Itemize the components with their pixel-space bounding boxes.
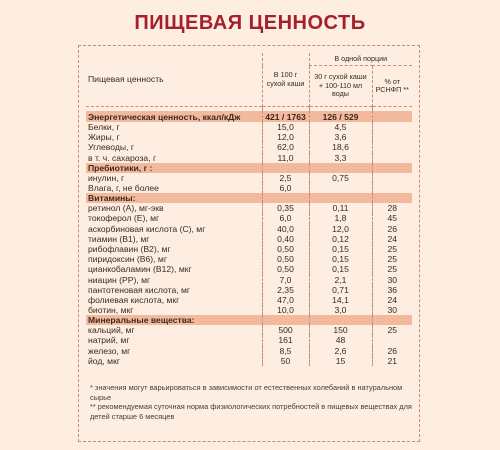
section-cell bbox=[372, 315, 412, 325]
value-portion: 1,8 bbox=[309, 213, 372, 223]
section-cell bbox=[262, 315, 309, 325]
table-row bbox=[86, 132, 412, 142]
table-row bbox=[86, 224, 412, 234]
value-portion bbox=[309, 183, 372, 193]
value-per100: 500 bbox=[262, 325, 309, 335]
prebiotics-section bbox=[86, 163, 412, 173]
value-portion: 150 bbox=[309, 325, 372, 335]
nutrient-name: ниацин (РР), мг bbox=[88, 274, 151, 285]
table-row bbox=[86, 183, 412, 193]
nutrient-name: инулин, г bbox=[88, 172, 125, 183]
table-row bbox=[86, 254, 412, 264]
value-rsnfp bbox=[372, 335, 412, 345]
value-portion: 48 bbox=[309, 335, 372, 345]
section-cell bbox=[372, 193, 412, 203]
energy-row bbox=[86, 111, 412, 122]
value-per100: 50 bbox=[262, 356, 309, 366]
value-portion: 2,1 bbox=[309, 274, 372, 284]
value-portion: 2,6 bbox=[309, 346, 372, 356]
nutrient-name: в т. ч. сахароза, г bbox=[88, 152, 157, 163]
nutrient-name: йод, мкг bbox=[88, 355, 120, 366]
section-heading: Минеральные вещества: bbox=[86, 315, 262, 325]
table-row bbox=[86, 213, 412, 223]
header-rsnfp: % от РСНФП ** bbox=[372, 66, 412, 107]
table-row bbox=[86, 203, 412, 213]
value-rsnfp: 25 bbox=[372, 264, 412, 274]
value-rsnfp: 30 bbox=[372, 305, 412, 315]
value-per100: 0,50 bbox=[262, 264, 309, 274]
nutrient-name: Углеводы, г bbox=[88, 142, 134, 153]
footnote-2: ** рекомендуемая суточная норма физиологических потребностей в пищевых веществах для детей старше 6 месяцев bbox=[90, 402, 412, 421]
value-rsnfp: 25 bbox=[372, 254, 412, 264]
value-portion: 3,6 bbox=[309, 132, 372, 142]
header-portion-group: В одной порции bbox=[309, 53, 412, 66]
section-cell bbox=[309, 163, 372, 173]
page-title: ПИЩЕВАЯ ЦЕННОСТЬ bbox=[134, 12, 366, 34]
value-portion: 15 bbox=[309, 356, 372, 366]
nutrient-name: Жиры, г bbox=[88, 132, 120, 143]
value-per100: 0,50 bbox=[262, 254, 309, 264]
nutrition-table bbox=[86, 53, 412, 366]
value-rsnfp: 21 bbox=[372, 356, 412, 366]
nutrient-name: Влага, г, не более bbox=[88, 183, 159, 194]
table-row bbox=[86, 153, 412, 163]
value-portion: 0,15 bbox=[309, 264, 372, 274]
value-per100: 10,0 bbox=[262, 305, 309, 315]
value-portion: 0,75 bbox=[309, 173, 372, 183]
nutrient-name: тиамин (В1), мг bbox=[88, 233, 150, 244]
table-row bbox=[86, 274, 412, 284]
value-portion: 14,1 bbox=[309, 295, 372, 305]
value-per100: 6,0 bbox=[262, 213, 309, 223]
table-row bbox=[86, 305, 412, 315]
value-rsnfp: 25 bbox=[372, 244, 412, 254]
nutrient-name: Белки, г bbox=[88, 122, 120, 133]
section-cell bbox=[372, 163, 412, 173]
value-per100: 0,40 bbox=[262, 234, 309, 244]
section-cell bbox=[309, 315, 372, 325]
value-portion: 3,0 bbox=[309, 305, 372, 315]
value-portion: 18,6 bbox=[309, 142, 372, 152]
value-rsnfp bbox=[372, 173, 412, 183]
value-rsnfp: 25 bbox=[372, 325, 412, 335]
value-portion: 0,11 bbox=[309, 203, 372, 213]
value-portion: 0,12 bbox=[309, 234, 372, 244]
value-per100: 47,0 bbox=[262, 295, 309, 305]
nutrient-name: рибофлавин (В2), мг bbox=[88, 243, 171, 254]
value-portion: 4,5 bbox=[309, 122, 372, 132]
nutrient-name: токоферол (Е), мг bbox=[88, 213, 160, 224]
vitamins-section bbox=[86, 193, 412, 203]
value-rsnfp: 26 bbox=[372, 346, 412, 356]
value-rsnfp: 36 bbox=[372, 285, 412, 295]
value-rsnfp bbox=[372, 153, 412, 163]
energy-rsnfp bbox=[372, 111, 412, 122]
nutrient-name: железо, мг bbox=[88, 345, 131, 356]
table-row bbox=[86, 346, 412, 356]
header-per100: В 100 г сухой каши bbox=[262, 53, 309, 107]
value-rsnfp bbox=[372, 132, 412, 142]
nutrient-name: биотин, мкг bbox=[88, 305, 134, 316]
value-rsnfp bbox=[372, 142, 412, 152]
value-per100: 12,0 bbox=[262, 132, 309, 142]
value-per100: 161 bbox=[262, 335, 309, 345]
section-cell bbox=[309, 193, 372, 203]
energy-portion: 126 / 529 bbox=[309, 111, 372, 122]
value-rsnfp: 45 bbox=[372, 213, 412, 223]
table-row bbox=[86, 122, 412, 132]
energy-label: Энергетическая ценность, ккал/кДж bbox=[86, 111, 262, 122]
table-row bbox=[86, 244, 412, 254]
section-heading: Витамины: bbox=[86, 193, 262, 203]
footnote-1: * значения могут варьироваться в зависимости от естественных колебаний в натуральном сырье bbox=[90, 383, 403, 402]
section-heading: Пребиотики, г : bbox=[86, 163, 262, 173]
table-row bbox=[86, 325, 412, 335]
value-per100: 62,0 bbox=[262, 142, 309, 152]
value-per100: 2,35 bbox=[262, 285, 309, 295]
value-portion: 12,0 bbox=[309, 224, 372, 234]
table-row bbox=[86, 142, 412, 152]
table-row bbox=[86, 264, 412, 274]
nutrient-name: цианкобаламин (В12), мкг bbox=[88, 264, 192, 275]
value-per100: 6,0 bbox=[262, 183, 309, 193]
value-rsnfp bbox=[372, 122, 412, 132]
value-per100: 0,35 bbox=[262, 203, 309, 213]
header-name: Пищевая ценность bbox=[88, 74, 164, 85]
value-per100: 15,0 bbox=[262, 122, 309, 132]
value-rsnfp: 26 bbox=[372, 224, 412, 234]
value-per100: 8,5 bbox=[262, 346, 309, 356]
nutrient-name: аскорбиновая кислота (С), мг bbox=[88, 223, 206, 234]
table-row bbox=[86, 295, 412, 305]
value-rsnfp: 30 bbox=[372, 274, 412, 284]
value-portion: 0,15 bbox=[309, 254, 372, 264]
value-per100: 40,0 bbox=[262, 224, 309, 234]
value-rsnfp: 28 bbox=[372, 203, 412, 213]
section-cell bbox=[262, 163, 309, 173]
value-portion: 3,3 bbox=[309, 153, 372, 163]
value-rsnfp: 24 bbox=[372, 234, 412, 244]
table-row bbox=[86, 356, 412, 366]
footnotes bbox=[90, 383, 416, 421]
value-per100: 2,5 bbox=[262, 173, 309, 183]
value-portion: 0,15 bbox=[309, 244, 372, 254]
value-per100: 0,50 bbox=[262, 244, 309, 254]
nutrient-name: кальций, мг bbox=[88, 325, 135, 336]
value-per100: 11,0 bbox=[262, 153, 309, 163]
value-rsnfp: 24 bbox=[372, 295, 412, 305]
value-per100: 7,0 bbox=[262, 274, 309, 284]
minerals-section bbox=[86, 315, 412, 325]
nutrient-name: пантотеновая кислота, мг bbox=[88, 284, 191, 295]
nutrient-name: натрий, мг bbox=[88, 335, 130, 346]
nutrient-name: ретинол (А), мг-экв bbox=[88, 203, 164, 214]
table-row bbox=[86, 335, 412, 345]
value-portion: 0,71 bbox=[309, 285, 372, 295]
energy-per100: 421 / 1763 bbox=[262, 111, 309, 122]
nutrient-name: пиридоксин (В6), мг bbox=[88, 254, 167, 265]
table-row bbox=[86, 234, 412, 244]
table-row bbox=[86, 173, 412, 183]
section-cell bbox=[262, 193, 309, 203]
header-portion: 30 г сухой каши + 100-110 мл воды bbox=[309, 66, 372, 107]
value-rsnfp bbox=[372, 183, 412, 193]
nutrient-name: фолиевая кислота, мкг bbox=[88, 294, 180, 305]
table-row bbox=[86, 285, 412, 295]
